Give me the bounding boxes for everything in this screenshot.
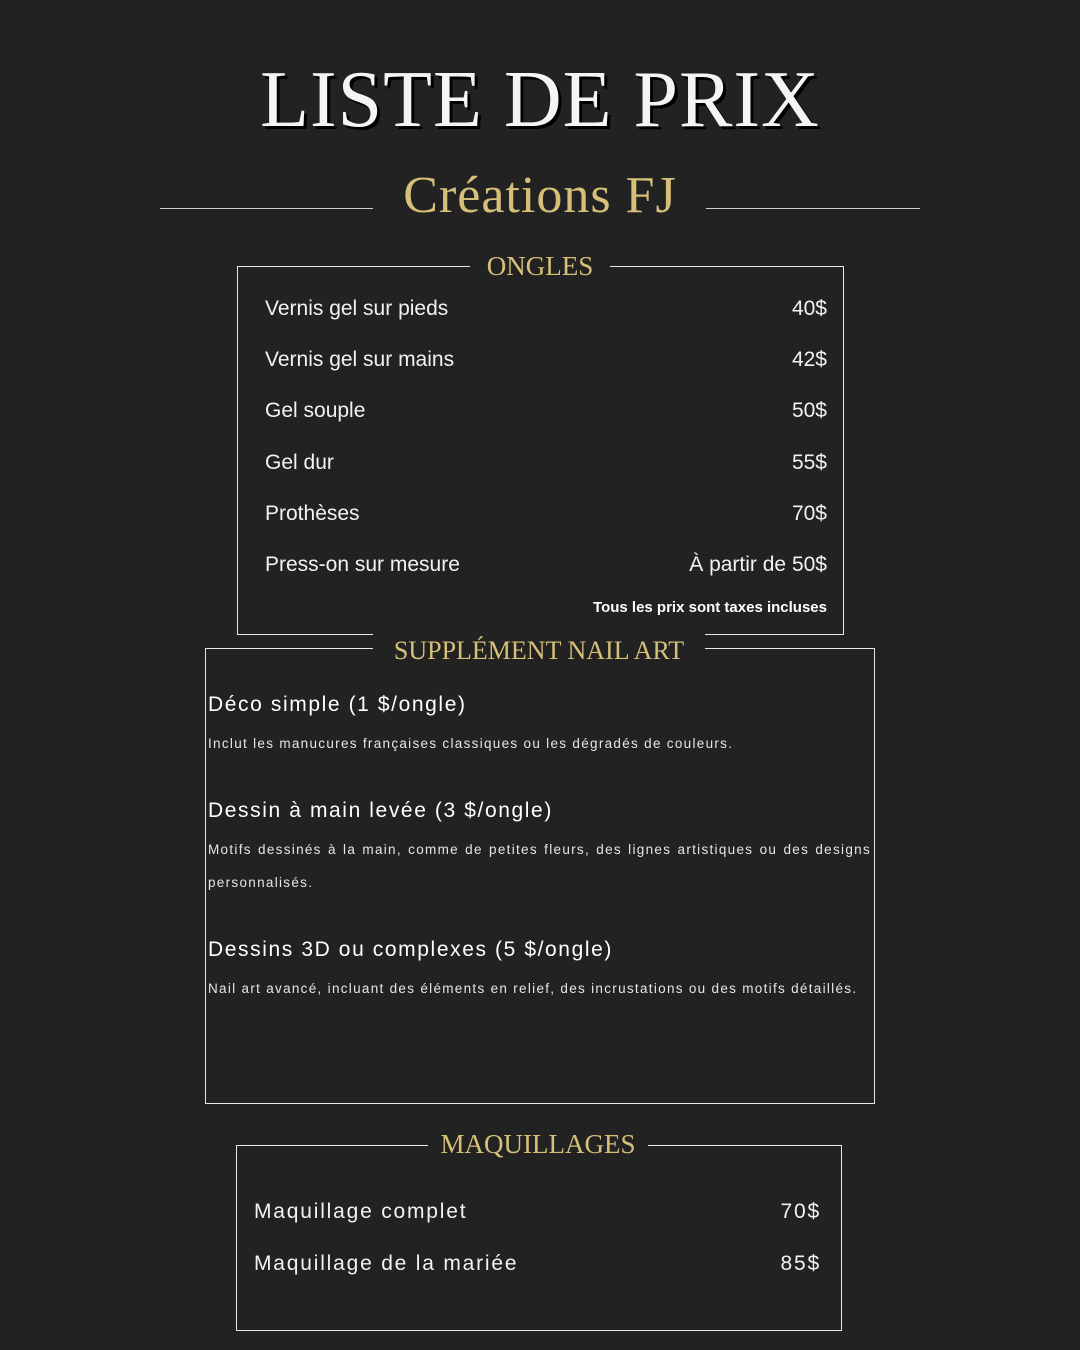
service-name: Press-on sur mesure [265,553,460,577]
service-name: Gel souple [265,399,366,423]
taxes-note: Tous les prix sont taxes incluses [593,598,827,616]
nail-art-section [205,648,875,1104]
service-price: 50$ [791,399,827,423]
price-row [265,334,827,385]
service-price: 42$ [791,347,827,371]
price-row [265,283,827,334]
price-row [254,1238,821,1290]
price-row [254,1186,821,1238]
service-price: 40$ [791,296,827,320]
ongles-section [237,266,844,635]
nail-art-title: Dessin à main levée (3 $/ongle) [208,799,553,822]
maquillages-heading: MAQUILLAGES [428,1126,648,1162]
service-name: Vernis gel sur pieds [265,296,449,320]
brand-divider-right [706,208,920,209]
page-title: LISTE DE PRIX [260,56,820,144]
service-name: Vernis gel sur mains [265,347,455,371]
nail-art-title: Déco simple (1 $/ongle) [208,693,467,716]
nail-art-item [208,691,871,760]
brand-name: Créations FJ [403,167,677,224]
nail-art-item [208,936,871,1005]
nail-art-item [208,797,871,899]
service-price: 70$ [791,501,827,525]
service-name: Maquillage de la mariée [254,1252,519,1275]
price-row [265,386,827,437]
nail-art-heading: SUPPLÉMENT NAIL ART [373,634,705,668]
service-price: 55$ [791,450,827,474]
service-price: À partir de 50$ [689,553,827,577]
nail-art-description: Inclut les manucures françaises classiques ou les dégradés de couleurs. [208,736,734,751]
service-name: Prothèses [265,501,360,525]
service-name: Maquillage complet [254,1200,468,1223]
ongles-heading: ONGLES [470,248,610,284]
maquillages-section [236,1145,842,1331]
service-price: 85$ [780,1252,821,1275]
nail-art-description: Nail art avancé, incluant des éléments en relief, des incrustations ou des motifs détaillés. [208,981,858,996]
service-price: 70$ [780,1200,821,1223]
nail-art-description: Motifs dessinés à la main, comme de petites fleurs, des lignes artistiques ou des designs personnalisés. [208,842,871,890]
price-row [265,437,827,488]
service-name: Gel dur [265,450,334,474]
nail-art-title: Dessins 3D ou complexes (5 $/ongle) [208,938,614,961]
price-row [265,539,827,590]
price-row [265,488,827,539]
